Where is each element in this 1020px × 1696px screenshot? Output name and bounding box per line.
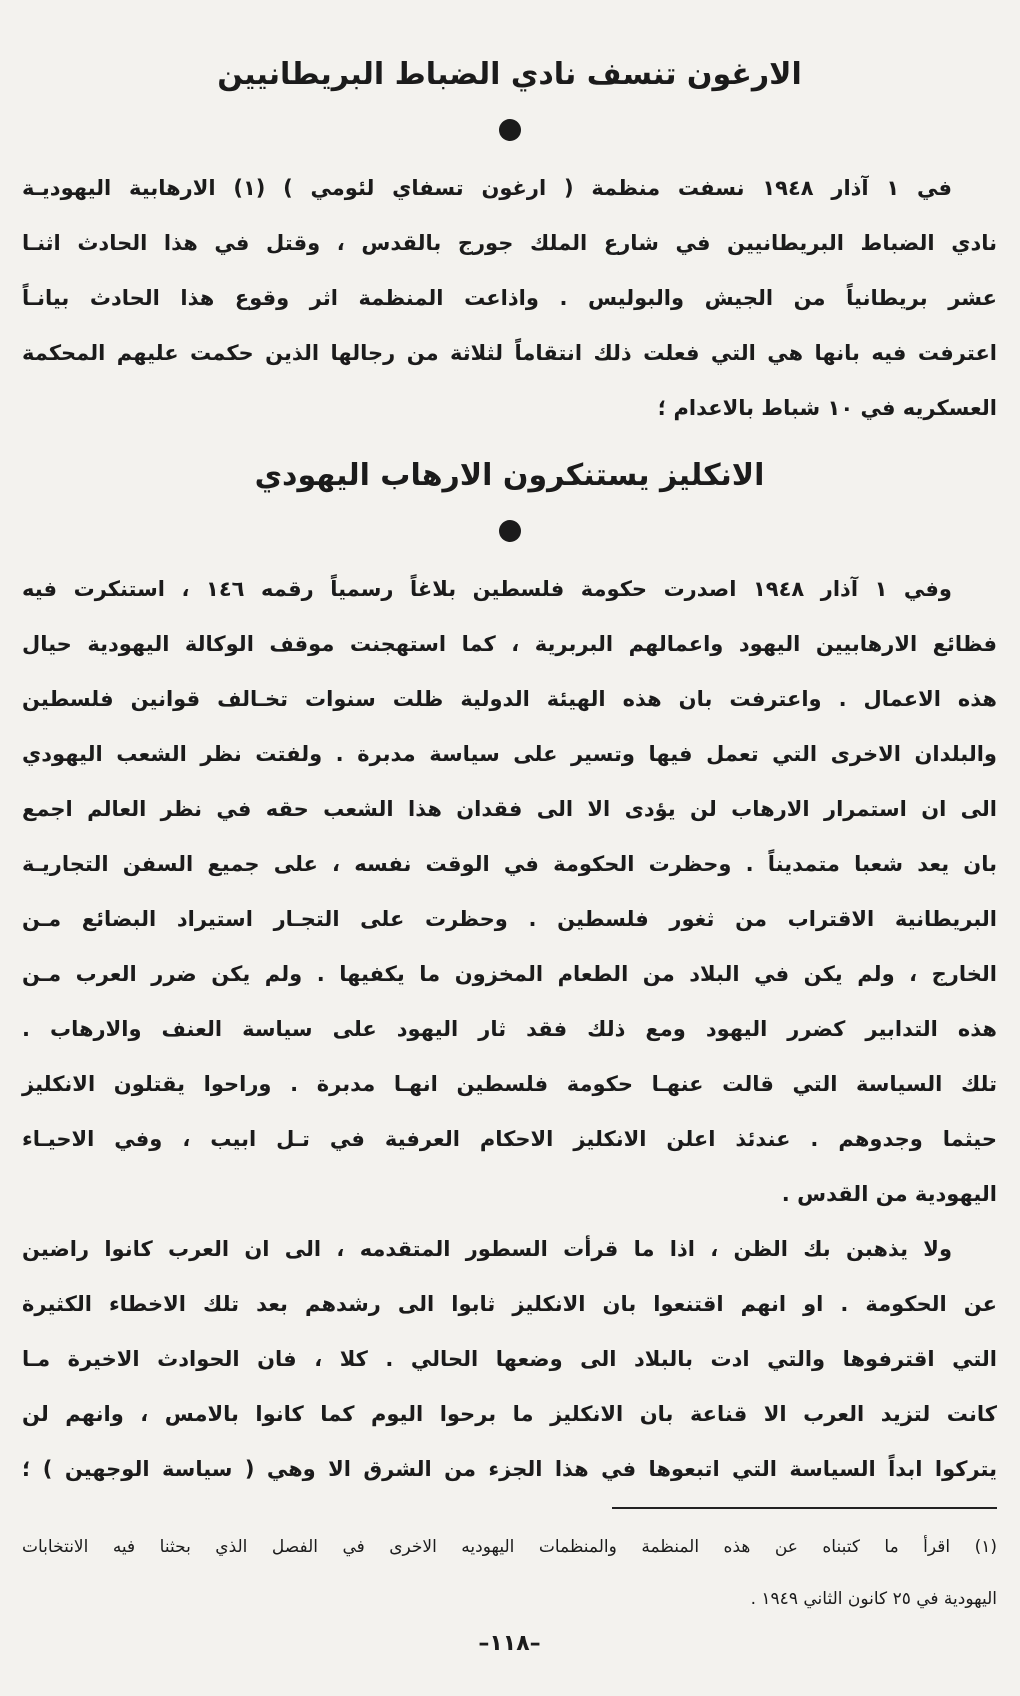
text-line: الى ان استمرار الارهاب لن يؤدى الا الى فقدان هذا الشعب حقه في نظر العالم اجمع [22, 797, 997, 821]
text-line: كانت لتزيد العرب الا قناعة بان الانكليز ما برحوا اليوم كما كانوا بالامس ، وانهم لن [22, 1402, 997, 1426]
bullet-separator-icon [499, 119, 521, 141]
text-line: التي اقترفوها والتي ادت بالبلاد الى وضعها الحالي . كلا ، فان الحوادث الاخيرة مـا [22, 1347, 997, 1371]
text-line: عن الحكومة . او انهم اقتنعوا بان الانكليز ثابوا الى رشدهم بعد تلك الاخطاء الكثيرة [22, 1292, 997, 1316]
section1-paragraph [22, 161, 997, 436]
section2-paragraph2 [22, 1222, 997, 1497]
text-line: وفي ١ آذار ١٩٤٨ اصدرت حكومة فلسطين بلاغاً رسمياً رقمه ١٤٦ ، استنكرت فيه [22, 577, 952, 601]
text-line: العسكريه في ١٠ شباط بالاعدام ؛ [657, 396, 997, 420]
footnote-line: (١) اقرأ ما كتبناه عن هذه المنظمة والمنظمات اليهوديه الاخرى في الفصل الذي بحثنا فيه الانتخابات [22, 1537, 997, 1557]
text-line: اعترفت فيه بانها هي التي فعلت ذلك انتقاماً لثلاثة من رجالها الذين حكمت عليهم المحكمة [22, 341, 997, 365]
text-line: عشر بريطانياً من الجيش والبوليس . واذاعت المنظمة اثر وقوع هذا الحادث بيانـاً [22, 286, 997, 310]
text-line: بان يعد شعبا متمديناً . وحظرت الحكومة في الوقت نفسه ، على جميع السفن التجاريـة [22, 852, 997, 876]
text-line: فظائع الارهابيين اليهود واعمالهم البربرية ، كما استهجنت موقف الوكالة اليهودية حيال [22, 632, 997, 656]
text-line: اليهودية من القدس . [781, 1182, 997, 1206]
text-line: ولا يذهبن بك الظن ، اذا ما قرأت السطور المتقدمه ، الى ان العرب كانوا راضين [22, 1237, 952, 1261]
text-line: هذه الاعمال . واعترفت بان هذه الهيئة الدولية ظلت سنوات تخـالف قوانين فلسطين [22, 687, 997, 711]
text-line: في ١ آذار ١٩٤٨ نسفت منظمة ( ارغون تسفاي لئومي ) (١) الارهابية اليهوديـة [22, 176, 953, 200]
footnote [22, 1521, 997, 1625]
page-number: –١١٨– [478, 1631, 541, 1656]
text-line: هذه التدابير كضرر اليهود ومع ذلك فقد ثار اليهود على سياسة العنف والارهاب . [22, 1017, 997, 1041]
section-title-irgun: الارغون تنسف نادي الضباط البريطانيين [217, 57, 802, 92]
bullet-separator-icon [499, 520, 521, 542]
document-page [22, 0, 997, 1696]
text-line: والبلدان الاخرى التي تعمل فيها وتسير على سياسة مدبرة . ولفتت نظر الشعب اليهودي [22, 742, 997, 766]
text-line: الخارج ، ولم يكن في البلاد من الطعام المخزون ما يكفيها . ولم يكن ضرر العرب مـن [22, 962, 997, 986]
footnote-divider [22, 1507, 997, 1509]
section-title-british: الانكليز يستنكرون الارهاب اليهودي [254, 458, 765, 493]
text-line: حيثما وجدوهم . عندئذ اعلن الانكليز الاحكام العرفية في تـل ابيب ، وفي الاحيـاء [22, 1127, 997, 1151]
text-line: تلك السياسة التي قالت عنهـا حكومة فلسطين انهـا مدبرة . وراحوا يقتلون الانكليز [22, 1072, 997, 1096]
text-line: البريطانية الاقتراب من ثغور فلسطين . وحظرت على التجـار استيراد البضائع مـن [22, 907, 997, 931]
section2-paragraph1 [22, 562, 997, 1222]
text-line: يتركوا ابداً السياسة التي اتبعوها في هذا الجزء من الشرق الا وهي ( سياسة الوجهين ) ؛ [22, 1457, 997, 1481]
footnote-line: اليهودية في ٢٥ كانون الثاني ١٩٤٩ . [750, 1589, 997, 1609]
text-line: نادي الضباط البريطانيين في شارع الملك جورج بالقدس ، وقتل في هذا الحادث اثنـا [22, 231, 997, 255]
